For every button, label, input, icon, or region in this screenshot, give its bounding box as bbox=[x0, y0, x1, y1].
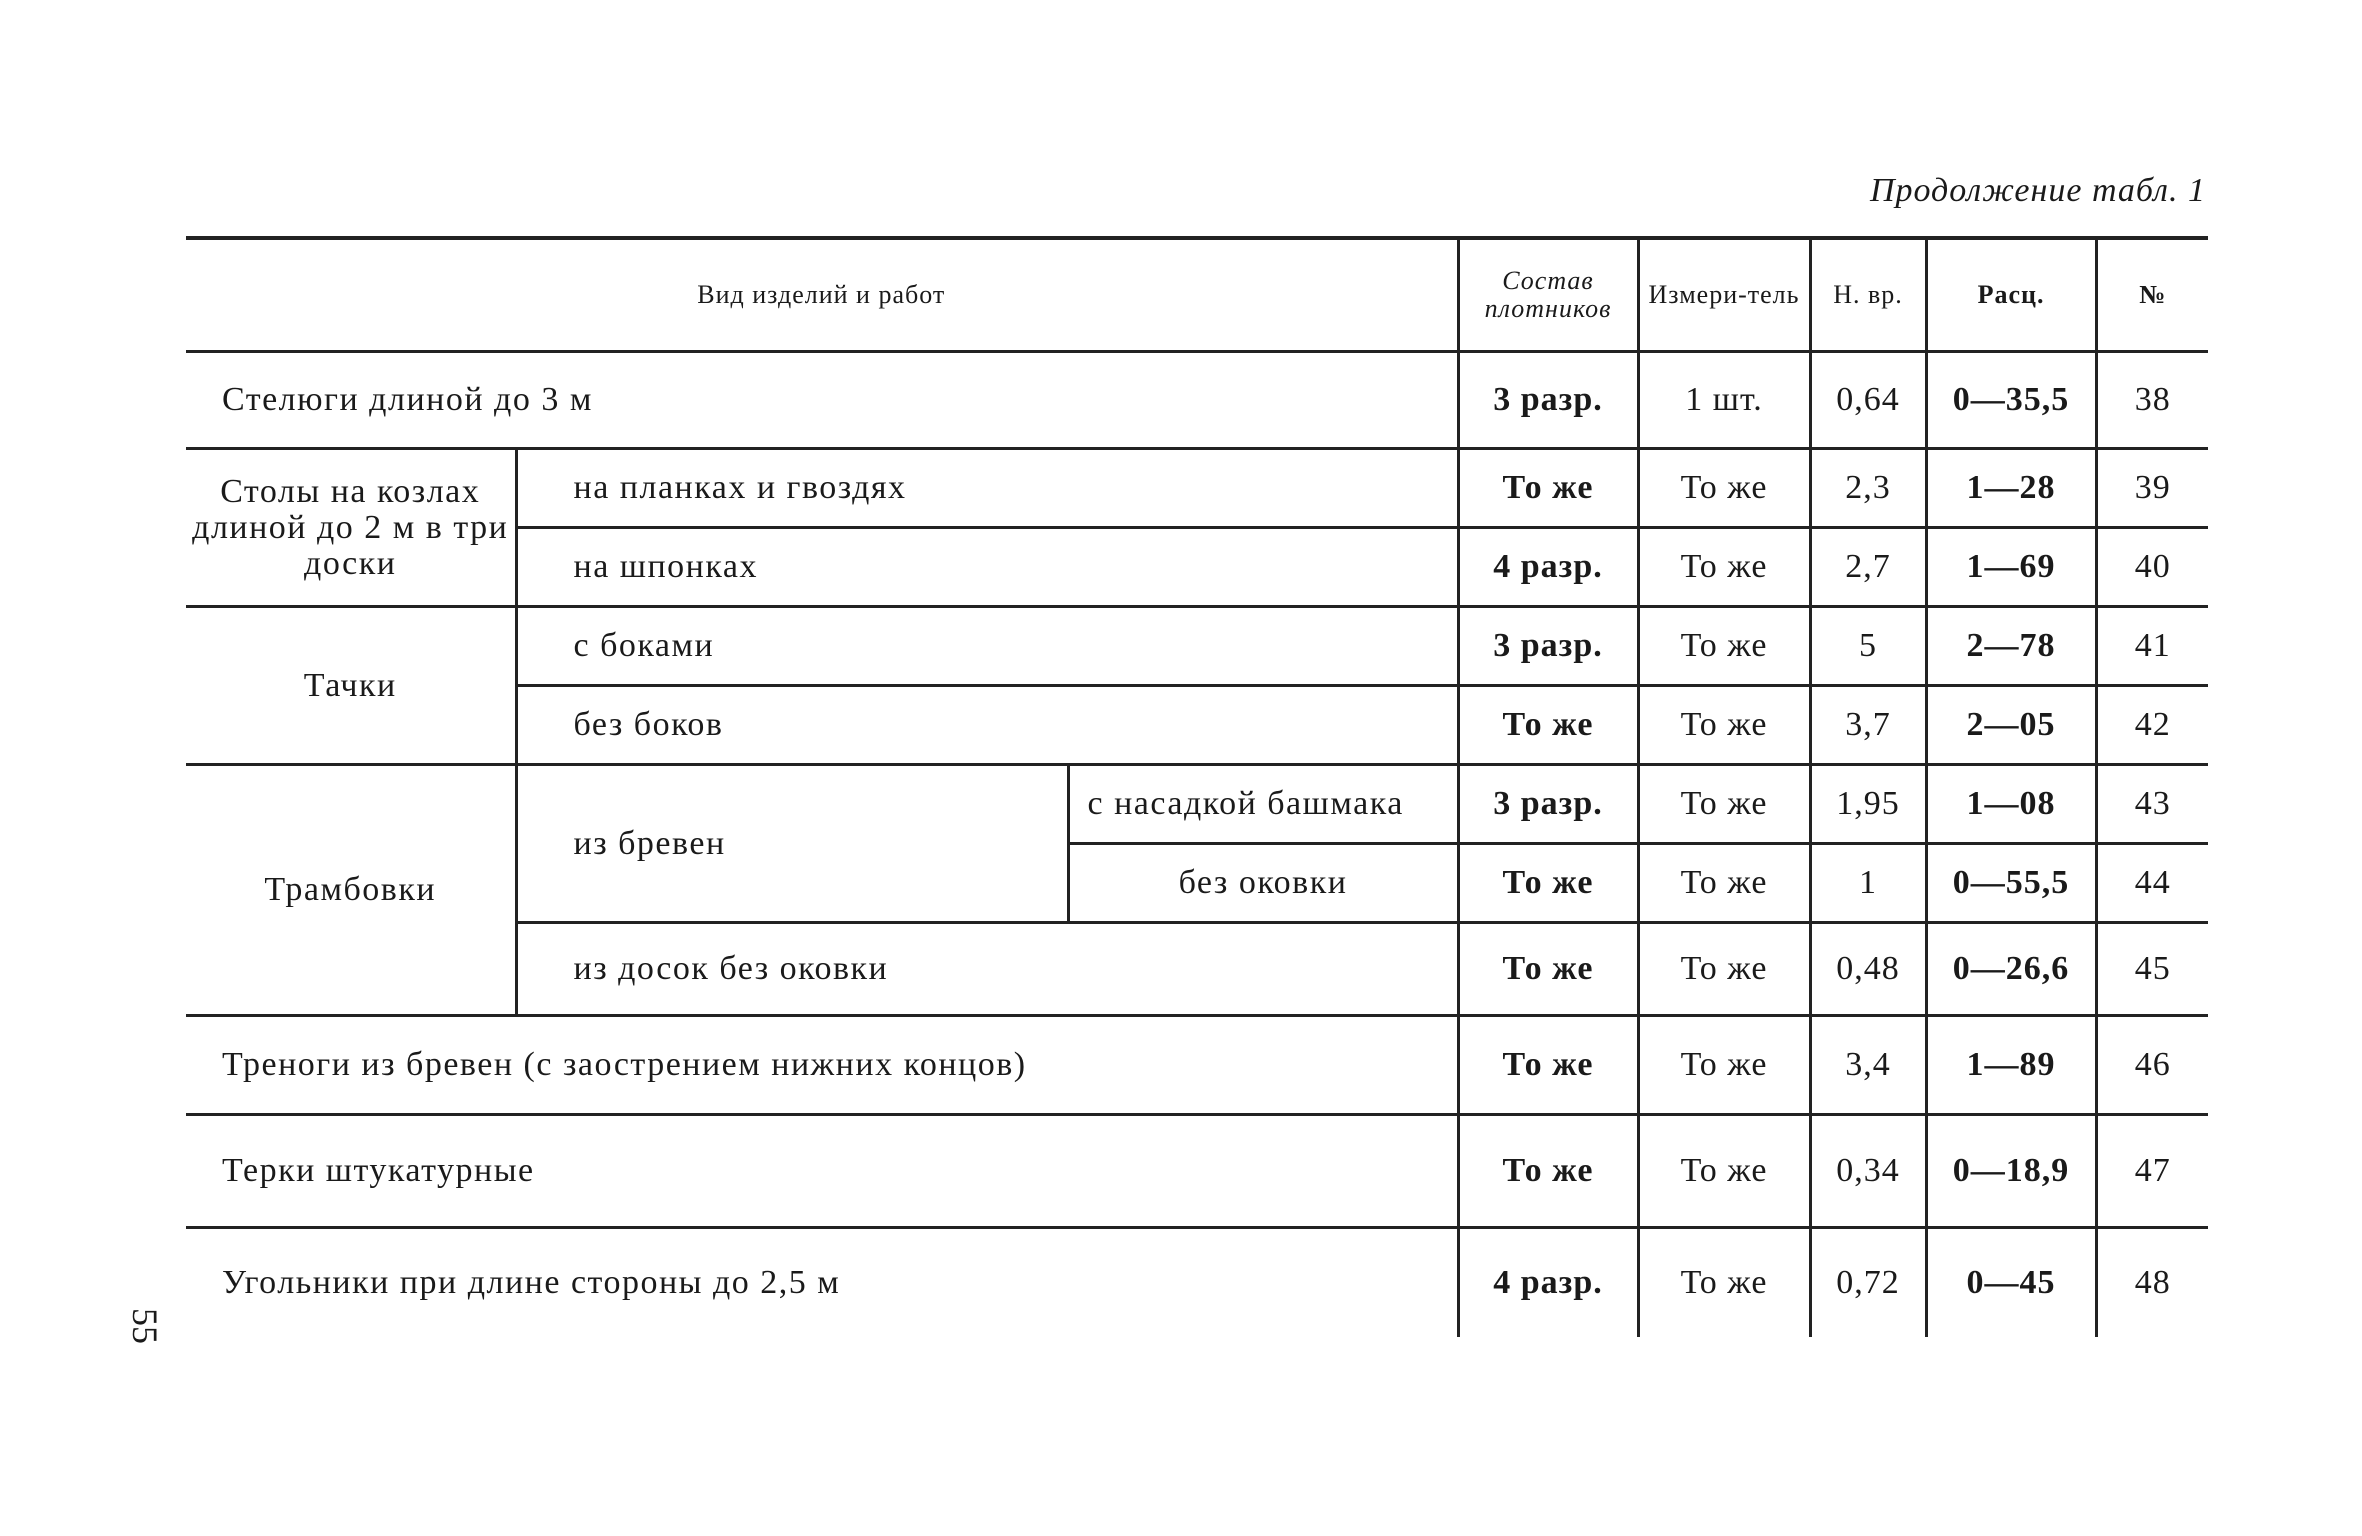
cell-norm-time: 5 bbox=[1810, 607, 1926, 686]
cell-norm-time: 0,72 bbox=[1810, 1228, 1926, 1338]
row-label: без оковки bbox=[1068, 844, 1458, 923]
cell-num: 43 bbox=[2096, 765, 2208, 844]
cell-rate: 0—45 bbox=[1926, 1228, 2096, 1338]
table-row bbox=[186, 765, 2208, 844]
table-row bbox=[186, 1016, 2208, 1115]
row-label: из досок без оковки bbox=[516, 923, 1458, 1016]
header-unit: Измери-тель bbox=[1638, 238, 1810, 352]
cell-norm-time: 0,34 bbox=[1810, 1115, 1926, 1228]
cell-norm-time: 3,4 bbox=[1810, 1016, 1926, 1115]
cell-num: 47 bbox=[2096, 1115, 2208, 1228]
cell-num: 48 bbox=[2096, 1228, 2208, 1338]
table-header bbox=[186, 238, 2208, 352]
cell-crew: То же bbox=[1458, 449, 1638, 528]
norms-table bbox=[186, 236, 2208, 1337]
cell-num: 44 bbox=[2096, 844, 2208, 923]
page-number: 55 bbox=[125, 1308, 165, 1344]
cell-crew: То же bbox=[1458, 1115, 1638, 1228]
cell-crew: То же bbox=[1458, 923, 1638, 1016]
row-label: Угольники при длине стороны до 2,5 м bbox=[186, 1228, 1458, 1338]
header-rate: Расц. bbox=[1926, 238, 2096, 352]
cell-norm-time: 0,64 bbox=[1810, 352, 1926, 449]
cell-unit: То же bbox=[1638, 686, 1810, 765]
cell-crew: То же bbox=[1458, 686, 1638, 765]
cell-num: 42 bbox=[2096, 686, 2208, 765]
cell-unit: То же bbox=[1638, 1115, 1810, 1228]
cell-crew: 4 разр. bbox=[1458, 528, 1638, 607]
cell-rate: 0—26,6 bbox=[1926, 923, 2096, 1016]
cell-unit: То же bbox=[1638, 449, 1810, 528]
table-row bbox=[186, 1115, 2208, 1228]
row-label: на планках и гвоздях bbox=[516, 449, 1458, 528]
cell-unit: То же bbox=[1638, 1016, 1810, 1115]
cell-rate: 1—28 bbox=[1926, 449, 2096, 528]
subgroup-label-logs: из бревен bbox=[516, 765, 1068, 923]
cell-unit: 1 шт. bbox=[1638, 352, 1810, 449]
cell-norm-time: 1 bbox=[1810, 844, 1926, 923]
row-label: без боков bbox=[516, 686, 1458, 765]
header-crew: Состав плотников bbox=[1458, 238, 1638, 352]
cell-norm-time: 3,7 bbox=[1810, 686, 1926, 765]
cell-unit: То же bbox=[1638, 1228, 1810, 1338]
cell-unit: То же bbox=[1638, 844, 1810, 923]
row-label: с боками bbox=[516, 607, 1458, 686]
cell-num: 45 bbox=[2096, 923, 2208, 1016]
cell-crew: 3 разр. bbox=[1458, 607, 1638, 686]
header-norm-time: Н. вр. bbox=[1810, 238, 1926, 352]
cell-norm-time: 2,7 bbox=[1810, 528, 1926, 607]
cell-unit: То же bbox=[1638, 923, 1810, 1016]
cell-rate: 0—35,5 bbox=[1926, 352, 2096, 449]
cell-num: 39 bbox=[2096, 449, 2208, 528]
row-label: Стелюги длиной до 3 м bbox=[186, 352, 1458, 449]
cell-num: 38 bbox=[2096, 352, 2208, 449]
cell-rate: 2—78 bbox=[1926, 607, 2096, 686]
table-row bbox=[186, 1228, 2208, 1338]
cell-unit: То же bbox=[1638, 765, 1810, 844]
table-row bbox=[186, 607, 2208, 686]
table-caption: Продолжение табл. 1 bbox=[1869, 172, 2206, 209]
cell-num: 46 bbox=[2096, 1016, 2208, 1115]
header-num: № bbox=[2096, 238, 2208, 352]
cell-rate: 0—18,9 bbox=[1926, 1115, 2096, 1228]
cell-crew: 3 разр. bbox=[1458, 352, 1638, 449]
cell-crew: То же bbox=[1458, 844, 1638, 923]
row-label: с насадкой башмака bbox=[1068, 765, 1458, 844]
cell-crew: 3 разр. bbox=[1458, 765, 1638, 844]
cell-rate: 1—08 bbox=[1926, 765, 2096, 844]
group-label-carts: Тачки bbox=[186, 607, 516, 765]
header-work: Вид изделий и работ bbox=[186, 238, 1458, 352]
cell-norm-time: 1,95 bbox=[1810, 765, 1926, 844]
group-label-tables: Столы на козлах длиной до 2 м в три доски bbox=[186, 449, 516, 607]
cell-unit: То же bbox=[1638, 528, 1810, 607]
table-row bbox=[186, 352, 2208, 449]
cell-norm-time: 0,48 bbox=[1810, 923, 1926, 1016]
cell-num: 41 bbox=[2096, 607, 2208, 686]
table-row bbox=[186, 449, 2208, 528]
row-label: Треноги из бревен (с заострением нижних концов) bbox=[186, 1016, 1458, 1115]
row-label: на шпонках bbox=[516, 528, 1458, 607]
cell-num: 40 bbox=[2096, 528, 2208, 607]
cell-crew: То же bbox=[1458, 1016, 1638, 1115]
cell-rate: 0—55,5 bbox=[1926, 844, 2096, 923]
cell-rate: 1—89 bbox=[1926, 1016, 2096, 1115]
cell-rate: 1—69 bbox=[1926, 528, 2096, 607]
cell-norm-time: 2,3 bbox=[1810, 449, 1926, 528]
group-label-rammers: Трамбовки bbox=[186, 765, 516, 1016]
cell-rate: 2—05 bbox=[1926, 686, 2096, 765]
cell-unit: То же bbox=[1638, 607, 1810, 686]
row-label: Терки штукатурные bbox=[186, 1115, 1458, 1228]
cell-crew: 4 разр. bbox=[1458, 1228, 1638, 1338]
